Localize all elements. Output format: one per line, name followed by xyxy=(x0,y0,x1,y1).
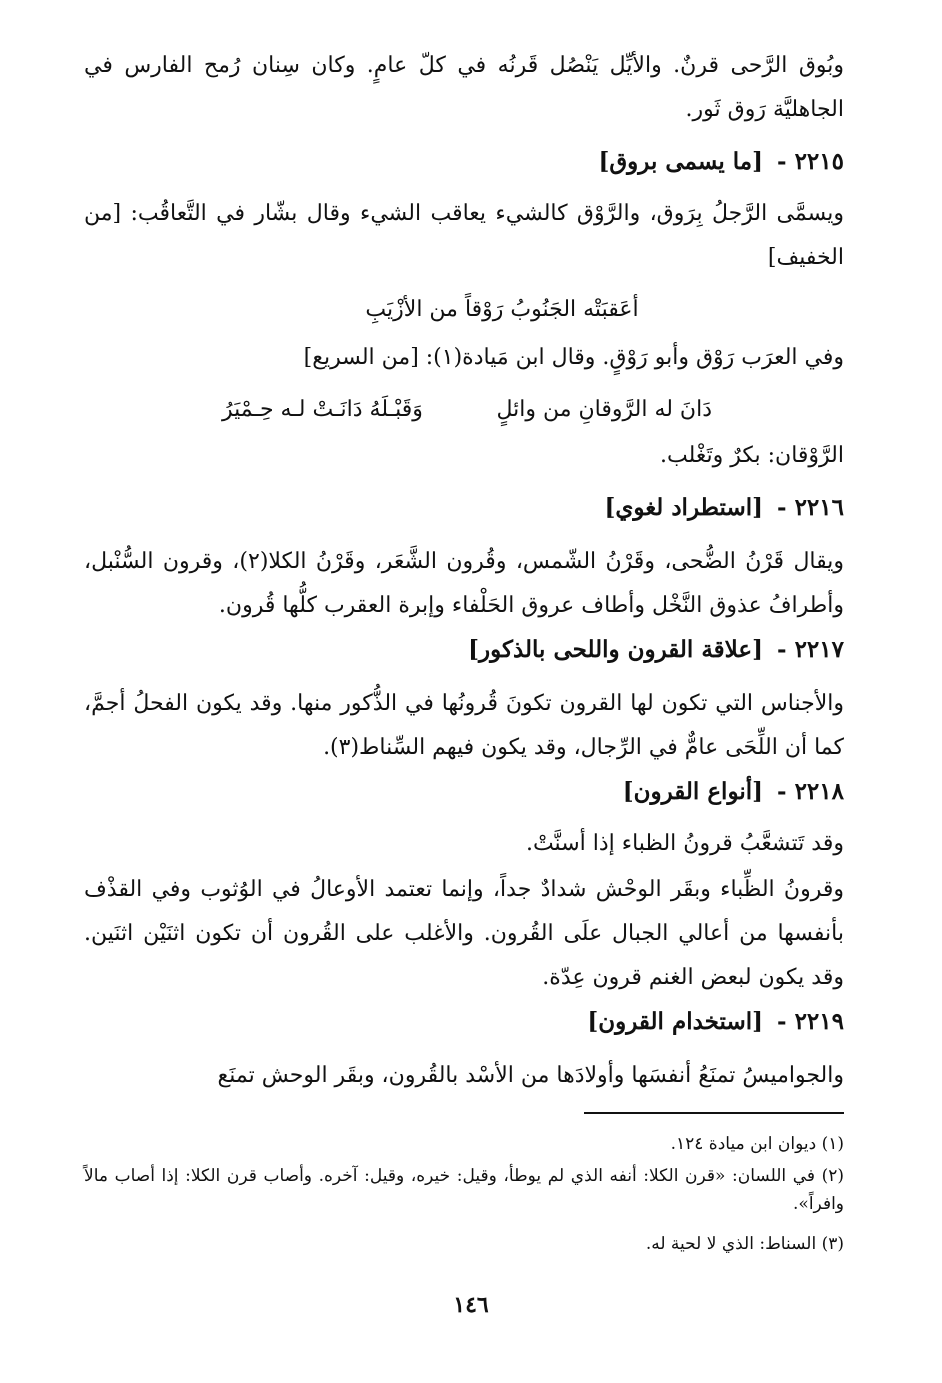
section-heading-2215 xyxy=(84,142,844,182)
footnote-2: (٢) في اللسان: «قرن الكلا: أنفه الذي لم يوطأ، وقيل: خيره، وقيل: آخره. وأصاب قرن الكلا: إذا أصاب مالاً وافراً». xyxy=(84,1166,844,1214)
section-number: ٢٢١٦ - xyxy=(777,494,844,521)
section-title: [علاقة القرون واللحى بالذكور] xyxy=(468,636,763,663)
verse-first-hemistich: دَانَ له الرَّوقانِ من وائلٍ xyxy=(496,397,712,422)
section-title: [استخدام القرون] xyxy=(587,1008,763,1035)
poetry-verse: أعَقبَتْه الجَنُوبُ رَوْقاً من الأزْيَبِ xyxy=(365,297,639,322)
paragraph-2218-a: وقد تَتشعَّبُ قرونُ الظباء إذا أسنَّتْ. xyxy=(525,831,844,856)
footnote-1: (١) ديوان ابن ميادة ١٢٤. xyxy=(670,1134,844,1154)
page-number: ١٤٦ xyxy=(453,1292,489,1318)
paragraph-2218-b: وقرونُ الظِّباء وبقَر الوحْش شدادٌ جداً، وإنما تعتمد الأوعالُ في الوُثوب وفي القذْف بأنفسها من أعالي الجبال علَى القُرون. والأغلب على القُرون أن تكون اثنَيْن اثنَين. وقد يكون لبعض الغنم قرون عِدّة. xyxy=(84,877,844,990)
section-title: [أنواع القرون] xyxy=(622,778,763,805)
section-heading-2216 xyxy=(84,488,844,528)
section-heading-2217 xyxy=(84,630,844,670)
paragraph-2215: ويسمَّى الرَّجلُ بِرَوق، والرَّوْق كالشيء يعاقب الشيء وقال بشّار في التَّعاقُب: [من الخفيف] xyxy=(84,201,844,270)
section-heading-2218 xyxy=(84,772,844,812)
verse-second-hemistich: وَقَبْـلَهُ دَانَـتْ لـه حِـمْيَرُ xyxy=(222,397,423,422)
section-heading-2219 xyxy=(84,1002,844,1042)
paragraph-2217: والأجناس التي تكون لها القرون تكونَ قُرونُها في الذُّكور منها. وقد يكون الفحلُ أجمَّ، كما أن اللِّحَى عامٌّ في الرِّجال، وقد يكون فيهم السِّناط(٣). xyxy=(84,691,844,760)
section-number: ٢٢١٥ - xyxy=(777,148,844,175)
section-title: [ما يسمى بروق] xyxy=(598,148,763,175)
poetry-couplet xyxy=(222,390,792,430)
footnote-3: (٣) السناط: الذي لا لحية له. xyxy=(645,1234,844,1254)
paragraph-intro: وبُوق الرَّحى قرنٌ. والأيِّل يَنْصُل قَرنُه في كلّ عامٍ. وكان سِنان رُمح الفارس في الجاهليَّة رَوق ثَور. xyxy=(84,53,844,122)
section-number: ٢٢١٧ - xyxy=(777,636,844,663)
section-number: ٢٢١٨ - xyxy=(777,778,844,805)
paragraph-2219: والجواميسُ تمنَعُ أنفسَها وأولادَها من الأسْد بالقُرون، وبقَر الوحش تمنَع xyxy=(217,1063,844,1088)
paragraph-2215-c: الرَّوْقان: بكرٌ وتَغْلب. xyxy=(659,443,844,468)
section-number: ٢٢١٩ - xyxy=(777,1008,844,1035)
paragraph-2216: ويقال قَرْنُ الضُّحى، وقَرْنُ الشّمس، وقُرون الشَّعَر، وقَرْنُ الكلا(٢)، وقرون السُّنْبل، وأطرافُ عذوق النَّخْل وأطاف عروق الحَلْفاء وإبرة العقرب كلُّها قُرون. xyxy=(84,549,845,618)
footnote-separator xyxy=(584,1112,844,1114)
paragraph-2215-b: وفي العرَب رَوْق وأبو رَوْقٍ. وقال ابن مَيادة(١): [من السريع] xyxy=(303,345,844,370)
section-title: [استطراد لغوي] xyxy=(604,494,763,521)
